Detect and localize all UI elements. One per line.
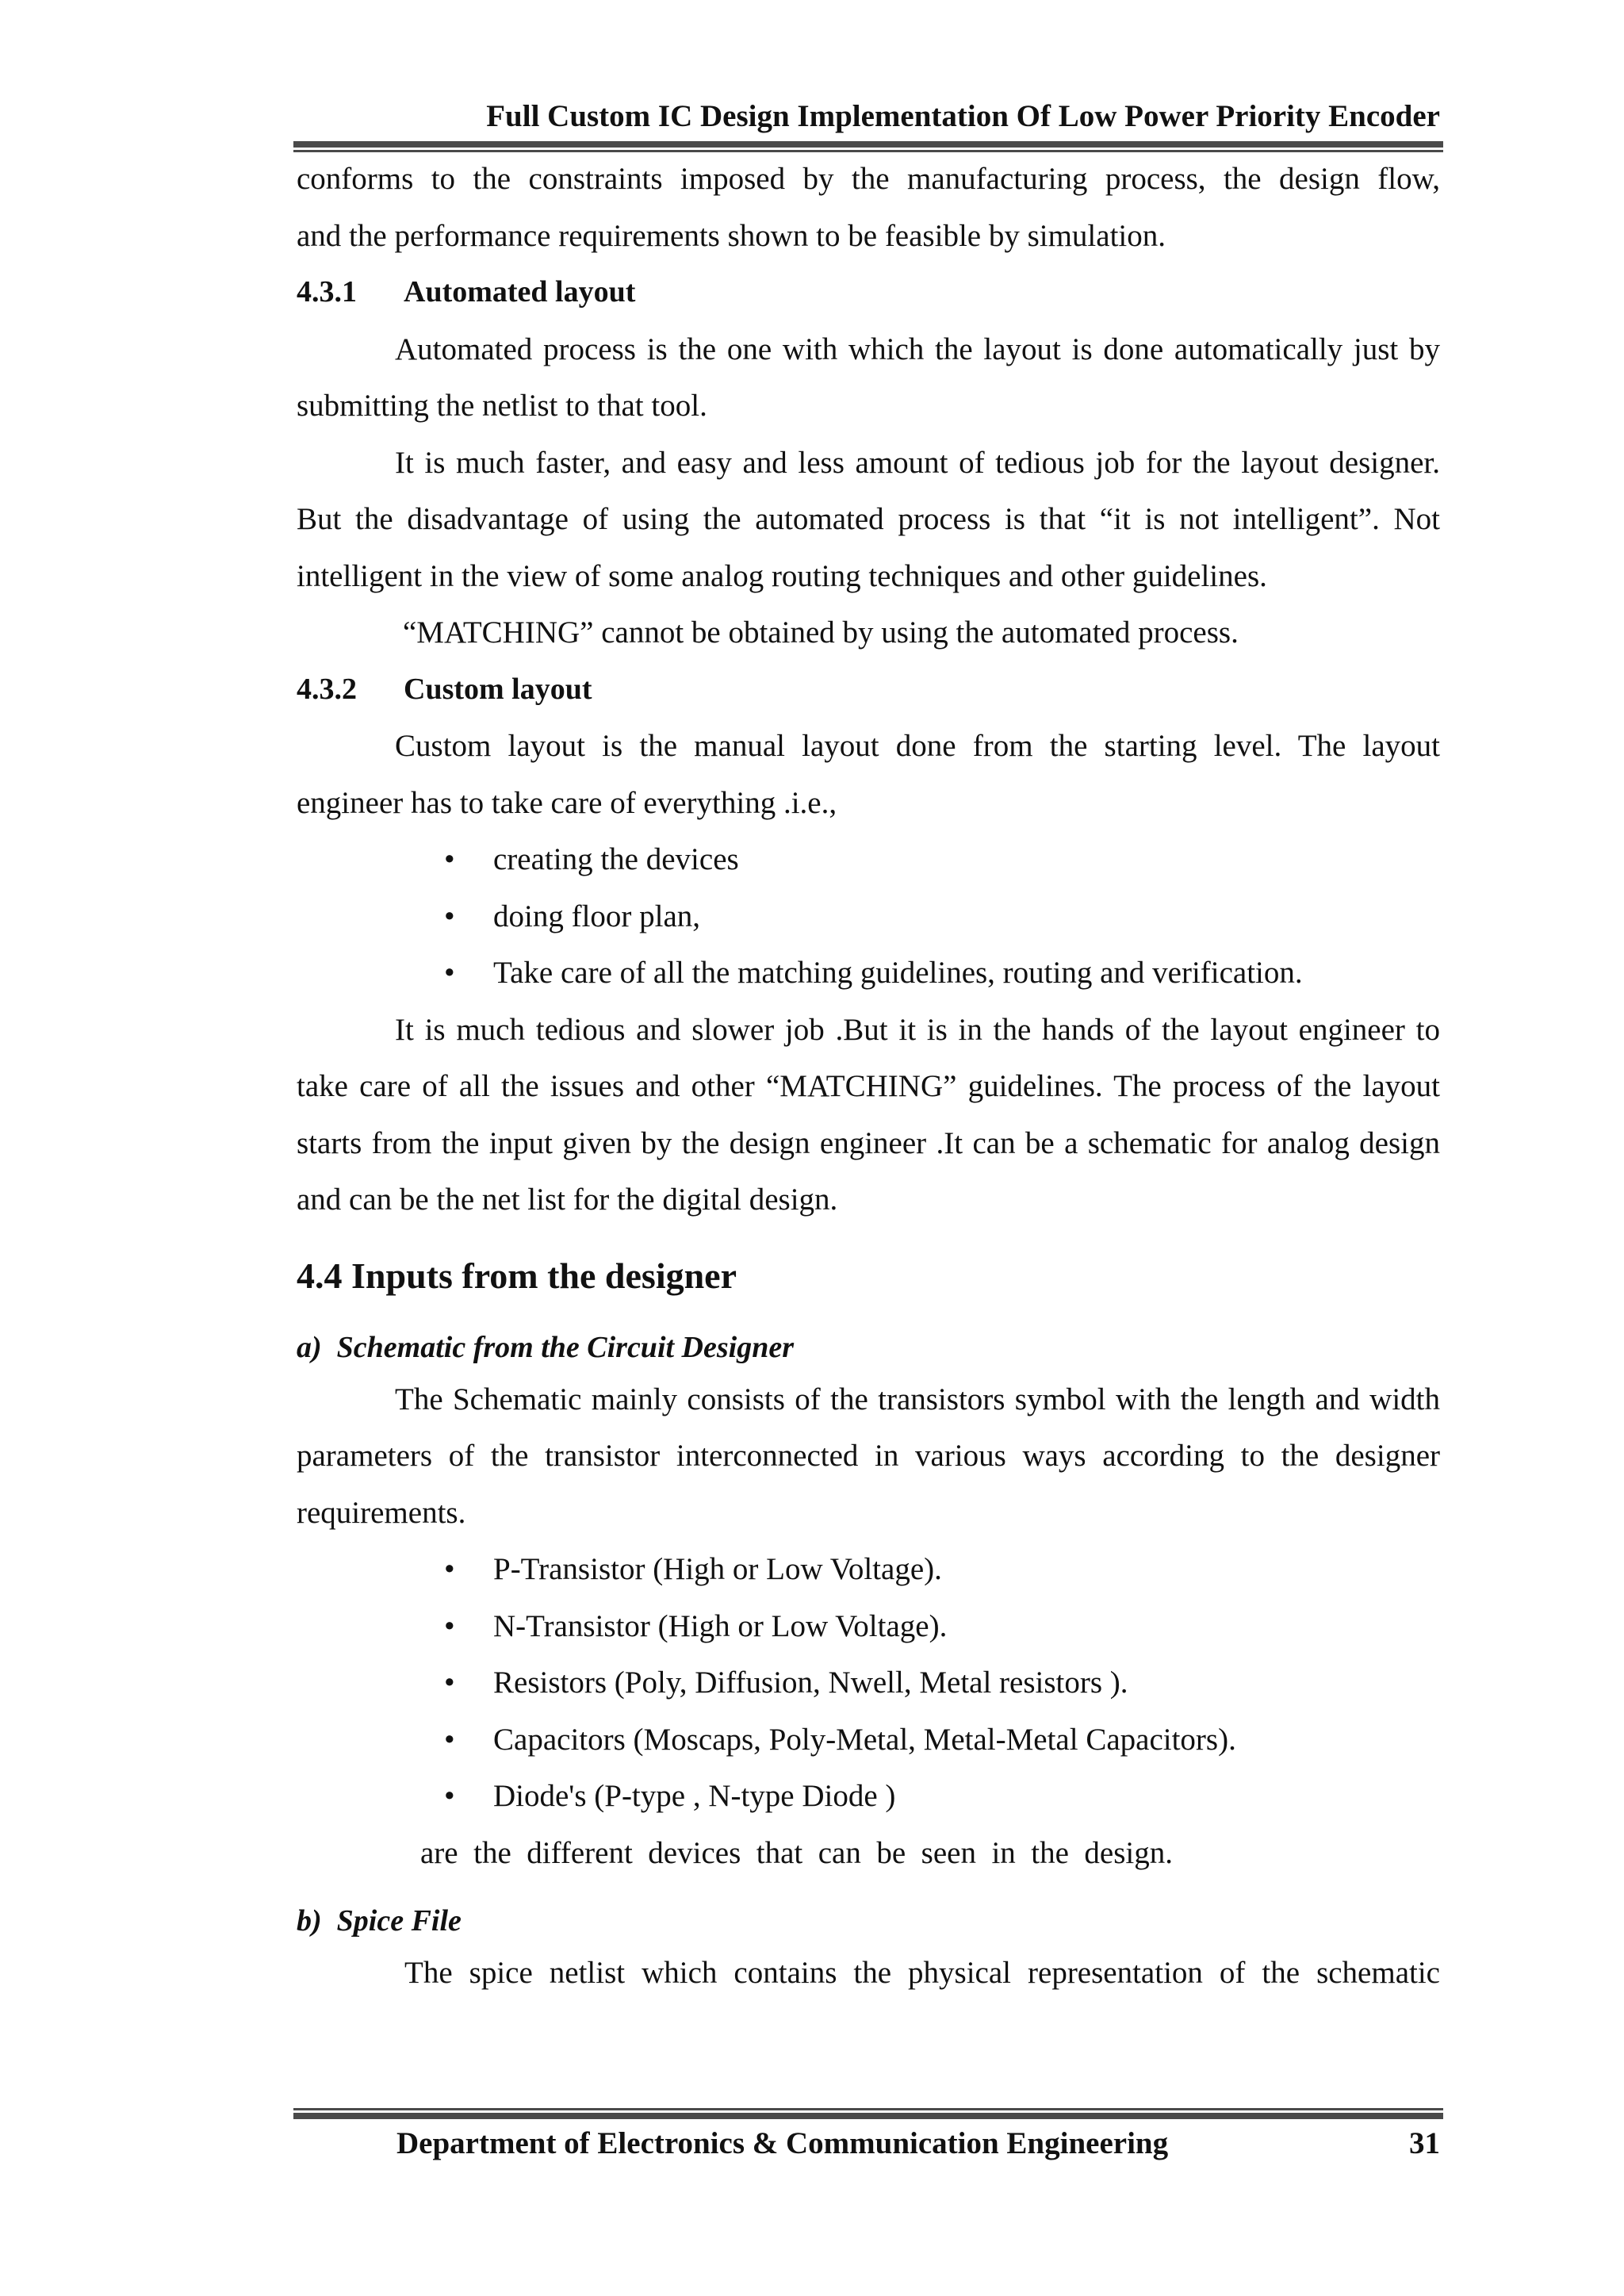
page-body xyxy=(297,151,1440,2002)
bullet-icon: • xyxy=(444,956,455,990)
bullet-icon: • xyxy=(444,842,455,876)
section-title: Automated layout xyxy=(404,275,636,309)
intro-line-2: and the performance requirements shown to be feasible by simulation. xyxy=(297,218,1166,253)
section-number: 4.3.1 xyxy=(297,275,357,309)
subsection-title: Schematic from the Circuit Designer xyxy=(336,1330,795,1364)
intro-line-1: conforms to the constraints imposed by the manufacturing process, the design flow, xyxy=(297,162,1440,196)
subsection-title: Spice File xyxy=(336,1904,462,1938)
list-item: • P-Transistor (High or Low Voltage). xyxy=(297,1541,1440,1598)
list-item: • Resistors (Poly, Diffusion, Nwell, Metal resistors ). xyxy=(297,1654,1440,1711)
list-item: • Capacitors (Moscaps, Poly-Metal, Metal-Metal Capacitors). xyxy=(297,1711,1440,1769)
bullet-icon: • xyxy=(444,1665,455,1700)
page-footer xyxy=(396,2125,1440,2161)
paragraph: are the different devices that can be seen in the design. xyxy=(420,1835,1174,1870)
list-item: • creating the devices xyxy=(297,831,1440,888)
bullet-icon: • xyxy=(444,1779,455,1813)
list-item: • N-Transistor (High or Low Voltage). xyxy=(297,1598,1440,1655)
page-number: 31 xyxy=(1409,2126,1440,2160)
section-heading-4-3-2 xyxy=(297,661,1440,719)
bullet-list xyxy=(297,1541,1440,1825)
bullet-icon: • xyxy=(444,1608,455,1643)
section-heading-4-3-1 xyxy=(297,264,1440,321)
subsection-label: b) xyxy=(297,1904,322,1938)
subsection-heading-b xyxy=(297,1897,1440,1945)
subsection-label: a) xyxy=(297,1330,322,1364)
bullet-icon: • xyxy=(444,1722,455,1757)
running-header: Full Custom IC Design Implementation Of Low Power Priority Encoder xyxy=(486,99,1440,133)
bullet-icon: • xyxy=(444,899,455,933)
bullet-list xyxy=(297,831,1440,1002)
footer-rule xyxy=(293,2108,1443,2119)
list-item: • Take care of all the matching guidelines, routing and verification. xyxy=(297,945,1440,1002)
section-heading-4-4: 4.4 Inputs from the designer xyxy=(297,1255,737,1296)
section-number: 4.3.2 xyxy=(297,672,357,706)
paragraph: It is much faster, and easy and less amount of tedious job for the layout designer. But the disadvantage of using the automated process is that “it is not intelligent”. Not intelligent in the view of some analog routing techniques and other guidelines. xyxy=(297,445,1440,593)
paragraph: Custom layout is the manual layout done from the starting level. The layout engineer has to take care of everything .i.e., xyxy=(297,729,1440,820)
footer-department: Department of Electronics & Communication Engineering xyxy=(396,2126,1169,2160)
list-item: • Diode's (P-type , N-type Diode ) xyxy=(297,1768,1440,1825)
subsection-heading-a xyxy=(297,1324,1440,1371)
paragraph: It is much tedious and slower job .But it is in the hands of the layout engineer to take care of all the issues and other “MATCHING” guidelines. The process of the layout starts from the input given by the design engineer .It can be a schematic for analog design and can be the net list for the digital design. xyxy=(297,1012,1440,1217)
section-title: Custom layout xyxy=(404,672,592,706)
list-item: • doing floor plan, xyxy=(297,888,1440,945)
paragraph: Automated process is the one with which the layout is done automatically just by submitting the netlist to that tool. xyxy=(297,332,1440,423)
paragraph: The spice netlist which contains the physical representation of the schematic xyxy=(404,1956,1440,1990)
bullet-icon: • xyxy=(444,1552,455,1586)
paragraph: The Schematic mainly consists of the transistors symbol with the length and width parameters of the transistor interconnected in various ways according to the designer requirements. xyxy=(297,1382,1440,1530)
paragraph: “MATCHING” cannot be obtained by using the automated process. xyxy=(403,615,1239,650)
